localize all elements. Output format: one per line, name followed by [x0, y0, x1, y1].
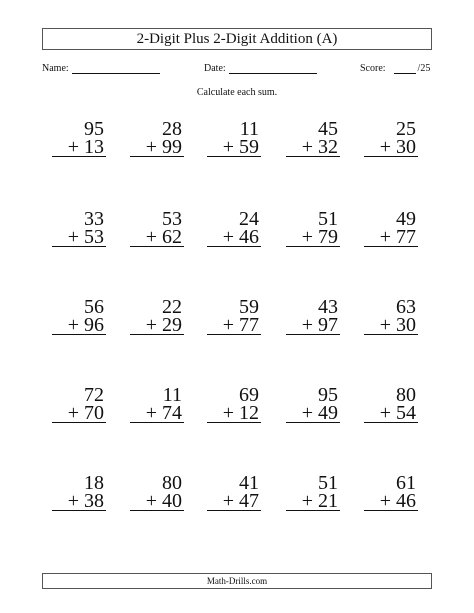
problem-top-number: 11 [162, 384, 182, 406]
problem-bottom-number: + 32 [286, 138, 340, 157]
problem-top-number: 95 [318, 384, 338, 406]
score-label: Score: [360, 63, 386, 74]
problem-top-number: 80 [162, 472, 182, 494]
problem-top-number: 56 [84, 296, 104, 318]
addition-problem [364, 386, 418, 423]
addition-problem [286, 298, 340, 335]
problem-bottom-number: + 30 [364, 138, 418, 157]
addition-problem [207, 298, 261, 335]
problem-bottom-number: + 29 [130, 316, 184, 335]
addition-problem [286, 210, 340, 247]
name-field [42, 61, 160, 74]
addition-problem [207, 210, 261, 247]
problem-top-number: 24 [239, 208, 259, 230]
problem-top-number: 22 [162, 296, 182, 318]
worksheet-title-box [42, 28, 432, 50]
problem-top-number: 51 [318, 208, 338, 230]
problem-bottom-number: + 38 [52, 492, 106, 511]
problem-top-number: 41 [239, 472, 259, 494]
addition-problem [364, 120, 418, 157]
addition-problem [207, 386, 261, 423]
footer-text: Math-Drills.com [206, 576, 268, 586]
date-blank[interactable] [229, 61, 317, 74]
instructions: Calculate each sum. [196, 87, 278, 98]
score-blank[interactable] [394, 61, 416, 74]
problem-bottom-number: + 49 [286, 404, 340, 423]
problem-top-number: 95 [84, 118, 104, 140]
problem-bottom-number: + 79 [286, 228, 340, 247]
problem-bottom-number: + 70 [52, 404, 106, 423]
problem-bottom-number: + 46 [207, 228, 261, 247]
problem-top-number: 28 [162, 118, 182, 140]
problem-bottom-number: + 97 [286, 316, 340, 335]
addition-problem [130, 210, 184, 247]
problem-bottom-number: + 99 [130, 138, 184, 157]
date-field [204, 61, 317, 74]
problem-bottom-number: + 53 [52, 228, 106, 247]
problem-top-number: 80 [396, 384, 416, 406]
problem-top-number: 25 [396, 118, 416, 140]
addition-problem [52, 298, 106, 335]
problem-top-number: 63 [396, 296, 416, 318]
addition-problem [52, 474, 106, 511]
student-info-row [42, 61, 432, 77]
footer-box [42, 573, 432, 589]
problem-top-number: 51 [318, 472, 338, 494]
problem-bottom-number: + 62 [130, 228, 184, 247]
problem-bottom-number: + 74 [130, 404, 184, 423]
addition-problem [286, 120, 340, 157]
problem-top-number: 18 [84, 472, 104, 494]
addition-problem [52, 210, 106, 247]
addition-problem [207, 474, 261, 511]
problem-bottom-number: + 77 [207, 316, 261, 335]
problem-bottom-number: + 96 [52, 316, 106, 335]
problem-top-number: 59 [239, 296, 259, 318]
addition-problem [52, 386, 106, 423]
problem-top-number: 61 [396, 472, 416, 494]
problem-top-number: 53 [162, 208, 182, 230]
problem-bottom-number: + 21 [286, 492, 340, 511]
addition-problem [52, 120, 106, 157]
problem-bottom-number: + 46 [364, 492, 418, 511]
name-blank[interactable] [72, 61, 160, 74]
problem-bottom-number: + 12 [207, 404, 261, 423]
addition-problem [364, 210, 418, 247]
addition-problem [130, 386, 184, 423]
score-total: /25 [417, 63, 431, 74]
problem-top-number: 33 [84, 208, 104, 230]
addition-problem [364, 474, 418, 511]
problem-top-number: 43 [318, 296, 338, 318]
problem-bottom-number: + 54 [364, 404, 418, 423]
addition-problem [207, 120, 261, 157]
problem-bottom-number: + 47 [207, 492, 261, 511]
addition-problem [130, 474, 184, 511]
problem-top-number: 69 [239, 384, 259, 406]
problem-top-number: 49 [396, 208, 416, 230]
problem-bottom-number: + 40 [130, 492, 184, 511]
problem-bottom-number: + 30 [364, 316, 418, 335]
name-label: Name: [42, 63, 69, 74]
addition-problem [286, 386, 340, 423]
problem-top-number: 72 [84, 384, 104, 406]
addition-problem [364, 298, 418, 335]
problem-top-number: 45 [318, 118, 338, 140]
worksheet-title: 2-Digit Plus 2-Digit Addition (A) [136, 30, 338, 47]
problem-bottom-number: + 77 [364, 228, 418, 247]
addition-problem [286, 474, 340, 511]
date-label: Date: [204, 63, 226, 74]
addition-problem [130, 298, 184, 335]
addition-problem [130, 120, 184, 157]
score-field [360, 61, 430, 74]
problem-top-number: 11 [239, 118, 259, 140]
problem-bottom-number: + 13 [52, 138, 106, 157]
problem-bottom-number: + 59 [207, 138, 261, 157]
